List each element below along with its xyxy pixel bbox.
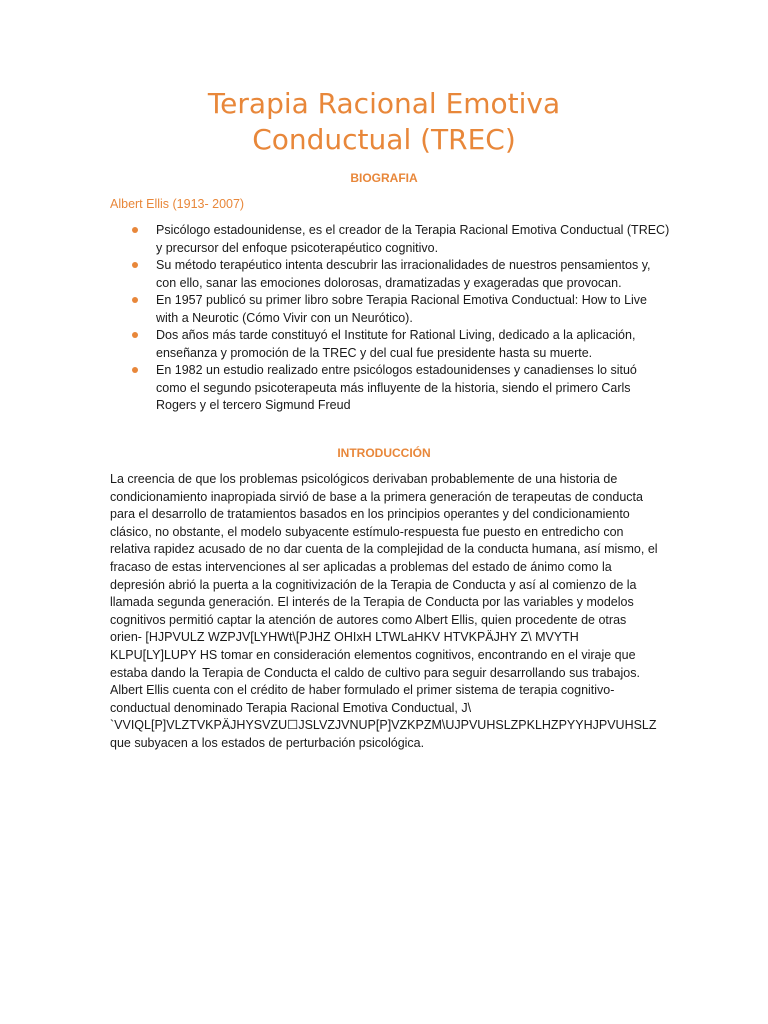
title-line-2: Conductual (TREC) [252, 123, 516, 156]
introduccion-heading: INTRODUCCIÓN [337, 446, 431, 460]
page-title [0, 86, 768, 158]
title-line-1: Terapia Racional Emotiva [207, 87, 561, 120]
list-item: En 1957 publicó su primer libro sobre Terapia Racional Emotiva Conductual: How to Live with a Neurotic (Cómo Vivir con un Neurótico). [130, 292, 670, 327]
list-item: En 1982 un estudio realizado entre psicólogos estadounidenses y canadienses lo situó como el segundo psicoterapeuta más influyente de la historia, siendo el primero Carls Rogers y el tercero Sigmund Freud [130, 362, 670, 415]
list-item: Psicólogo estadounidense, es el creador de la Terapia Racional Emotiva Conductual (TREC) y precursor del enfoque psicoterapéutico cognitivo. [130, 222, 670, 257]
introduction-paragraph: La creencia de que los problemas psicológicos derivaban probablemente de una historia de condicionamiento inapropiada sirvió de base a la primera generación de terapeutas de conducta para el desarrollo de tratamientos basados en los principios operantes y del condicionamiento clásico, no obstante, el modelo subyacente estímulo-respuesta fue puesto en entredicho con relativa rapidez acusado de no dar cuenta de la complejidad de la conducta humana, así mismo, el fracaso de estas intervenciones al ser aplicadas a problemas del estado de ánimo como la depresión abrió la puerta a la cognitivización de la Terapia de Conducta y así al comienzo de la llamada segunda generación. El interés de la Terapia de Conducta por las variables y modelos cognitivos permitió captar la atención de autores como Albert Ellis, quien procedente de otras orien- [HJPVULZ WZPJV[LYHWt\[PJHZ OHIxH LTWLaHKV HTVKPÄJHY Z\ MVYTH KLPU[LY]LUPY HS tomar en consideración elementos cognitivos, encontrando en el viraje que estaba dando la Terapia de Conducta el caldo de cultivo para seguir desarrollando sus trabajos. Albert Ellis cuenta con el crédito de haber formulado el primer sistema de terapia cognitivo-conductual denominado Terapia Racional Emotiva Conductual, J\ `VVIQL[P]VLZTVKPÄJHYSVZU☐JSLVZJVNUP[P]VZKPZM\UJPVUHSLZPKLHZPYYHJPVUHSLZ que subyacen a los estados de perturbación psicológica. [110, 472, 658, 750]
biography-list [130, 222, 670, 415]
biografia-heading: BIOGRAFIA [350, 171, 418, 185]
list-item: Dos años más tarde constituyó el Institute for Rational Living, dedicado a la aplicación, enseñanza y promoción de la TREC y del cual fue presidente hasta su muerte. [130, 327, 670, 362]
author-name: Albert Ellis (1913- 2007) [110, 197, 245, 211]
list-item: Su método terapéutico intenta descubrir las irracionalidades de nuestros pensamientos y, con ello, sanar las emociones dolorosas, dramatizadas y exageradas que provocan. [130, 257, 670, 292]
